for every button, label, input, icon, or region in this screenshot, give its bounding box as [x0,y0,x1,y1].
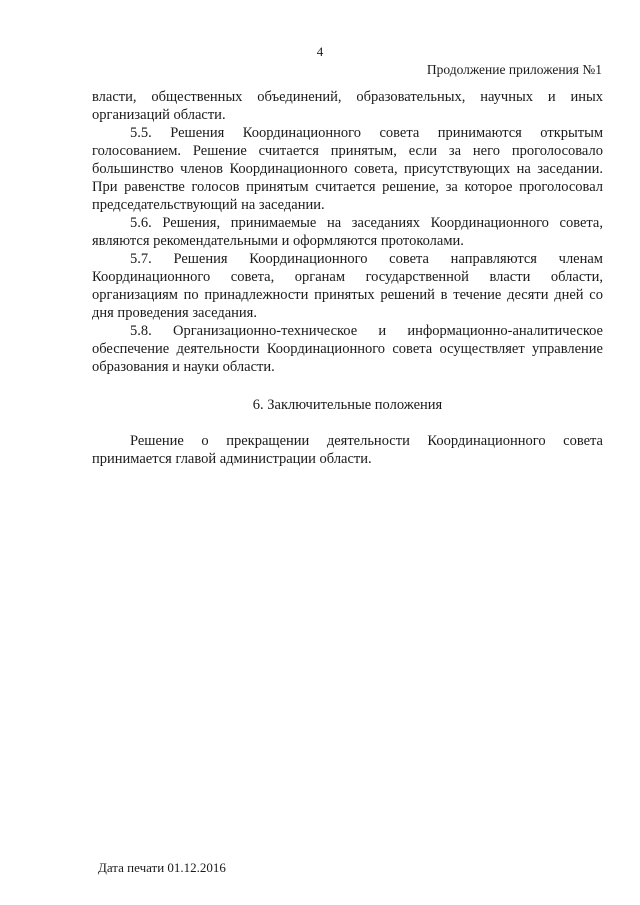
document-body [92,88,603,468]
paragraph-5-7: 5.7. Решения Координационного совета направляются членам Координационного совета, органам государственной власти области, организациям по принадлежности принятых решений в течение десяти дней со дня проведения заседания. [92,251,603,321]
paragraph-5-6: 5.6. Решения, принимаемые на заседаниях Координационного совета, являются рекомендательными и оформляются протоколами. [92,215,603,249]
paragraph-continuation: власти, общественных объединений, образовательных, научных и иных организаций области. [92,89,603,123]
closing-paragraph: Решение о прекращении деятельности Координационного совета принимается главой администрации области. [92,433,603,467]
paragraph-5-8: 5.8. Организационно-техническое и информационно-аналитическое обеспечение деятельности Координационного совета осуществляет управление образования и науки области. [92,323,603,375]
page-number: 4 [316,44,324,59]
paragraph-5-5: 5.5. Решения Координационного совета принимаются открытым голосованием. Решение считается принятым, если за него проголосовало большинство членов Координационного совета, присутствующих на заседании. При равенстве голосов принятым считается решение, за которое проголосовал председательствующий на заседании. [92,125,603,213]
print-date-footer: Дата печати 01.12.2016 [98,860,226,875]
header-note: Продолжение приложения №1 [426,62,602,77]
section-title: 6. Заключительные положения [252,397,443,413]
